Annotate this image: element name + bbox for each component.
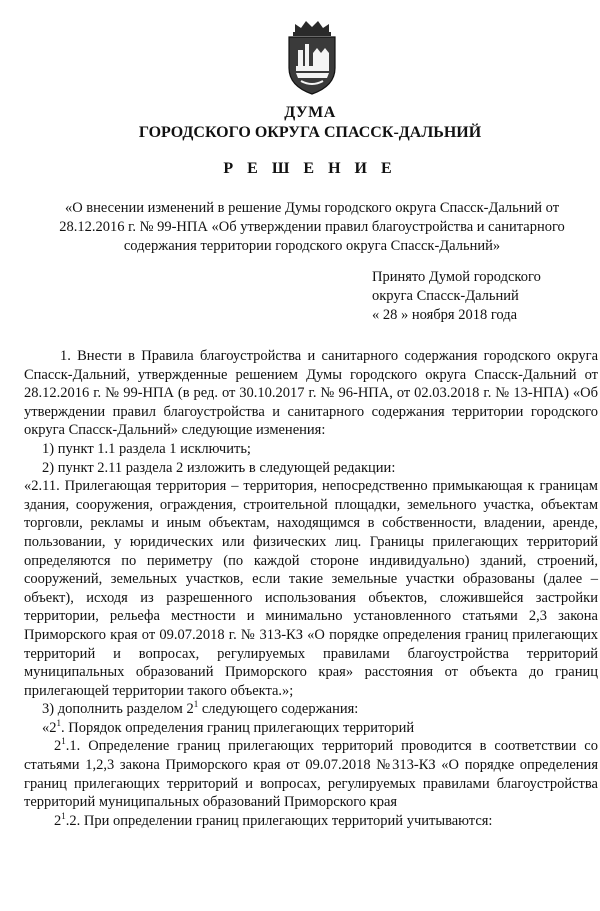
paragraph-1: 1. Внести в Правила благоустройства и санитарного содержания городского округа Спасск-Дальний, утвержденные решением Думы городского округа Спасск-Дальний от 28.12.2016 г. № 99-НПА (в ред. от 30.10.2017 г. № 96-НПА, от 02.03.2018 г. № 13-НПА) «Об утверждении правил благоустройства и санитарного содержания территории городского округа Спасск-Дальний» следующие изменения: [24,348,598,439]
superscript: 1 [56,718,61,729]
document-type-title: Р Е Ш Е Н И Е [223,160,397,177]
adoption-block [372,268,594,325]
paragraph-5-text-end: следующего содержания: [198,701,359,718]
document-body [24,347,598,830]
superscript: 1 [61,811,66,822]
paragraph-4: «2.11. Прилегающая территория – территория, непосредственно примыкающая к границам здания, сооружения, ограждения, строительной площадки, земельного участка, объектам торговли, рекламы и иным объектам, находящимся в собственности, владении, аренде, пользовании, у юридических или физических лиц. Границы прилегающих территорий определяются по периметру (по каждой стороне индивидуально) зданий, строений, сооружений, земельных участков, если такие земельные участки образованы (далее – объект), исходя из разрешенного использования объектов, сложившейся застройки территории, рельефа местности и минимально установленного статьями 2,3 закона Приморского края от 09.07.2018 г. № 313-КЗ «О порядке определения границ прилегающих территорий и вопросах, регулируемых правилами благоустройства территорий муниципальных образований Приморского края» расстояния от объекта до границ прилегающей территории такого объекта.»; [24,478,598,699]
coat-of-arms-icon [283,20,341,96]
adoption-line-2: округа Спасск-Дальний [372,288,519,304]
superscript: 1 [61,736,66,747]
document-subject: «О внесении изменений в решение Думы городского округа Спасск-Дальний от 28.12.2016 г. № 99-НПА «Об утверждении правил благоустройства и санитарного содержания территории городского округа Спасск-Дальний» [59,200,565,254]
adoption-date: « 28 » ноября 2018 года [372,307,518,323]
org-title-line1: ДУМА [284,104,336,121]
paragraph-6 [24,719,598,738]
adoption-line-1: Принято Думой городского [372,269,541,285]
paragraph-5 [24,700,598,719]
paragraph-6-text: «2 [42,719,57,736]
paragraph-2: 1) пункт 1.1 раздела 1 исключить; [42,440,251,457]
paragraph-8-text: 2 [54,812,62,829]
superscript: 1 [193,699,199,710]
paragraph-7 [24,737,598,811]
paragraph-8-text-end: .2. При определении границ прилегающих территорий учитываются: [65,812,493,829]
org-title-line2: ГОРОДСКОГО ОКРУГА СПАССК-ДАЛЬНИЙ [138,124,482,141]
paragraph-8 [24,812,598,831]
paragraph-5-text: 3) дополнить разделом 2 [42,701,194,718]
paragraph-6-text-end: . Порядок определения границ прилегающих территорий [61,719,415,736]
paragraph-7-text-end: .1. Определение границ прилегающих территорий проводится в соответствии со статьями 1,2,3 закона Приморского края от 09.07.2018 №313-КЗ «О порядке определения границ прилегающих территорий и вопросах, регулируемых правилами благоустройства территорий муниципальных образований Приморского края [24,738,598,811]
paragraph-3: 2) пункт 2.11 раздела 2 изложить в следующей редакции: [42,459,396,476]
paragraph-7-text: 2 [54,738,62,755]
